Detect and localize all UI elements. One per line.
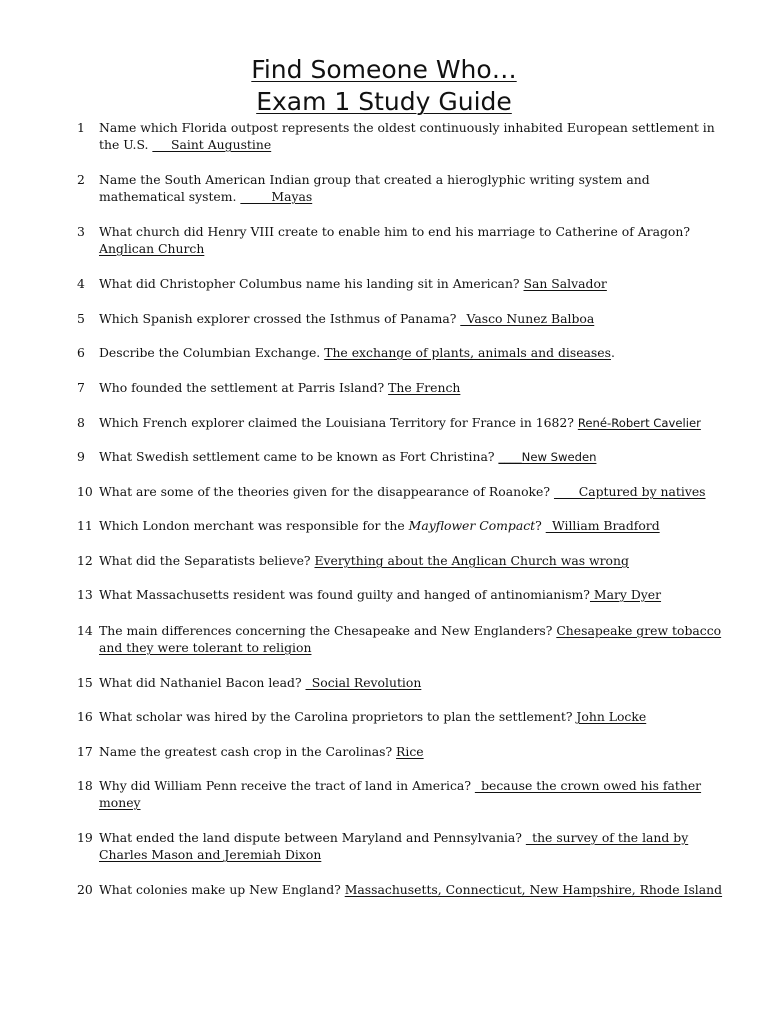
question-text-end: ? <box>535 518 546 533</box>
answer-text: Everything about the Anglican Church was wrong <box>314 553 629 568</box>
question-text: Who founded the settlement at Parris Island? <box>99 380 389 395</box>
answer-text: _____Mayas <box>240 189 313 204</box>
answer-text: Rice <box>396 744 424 759</box>
question-number: 17 <box>77 744 93 759</box>
answer-text: _William Bradford <box>545 518 660 533</box>
question-number: 12 <box>77 553 93 568</box>
question-15 <box>77 674 737 691</box>
question-number: 13 <box>77 587 93 602</box>
question-4 <box>77 275 737 292</box>
question-text: Name the greatest cash crop in the Carolinas? <box>99 744 397 759</box>
question-text: What did Nathaniel Bacon lead? <box>99 675 306 690</box>
question-number: 11 <box>77 518 93 533</box>
answer-text: ___Saint Augustine <box>152 137 272 152</box>
question-number: 7 <box>77 380 85 395</box>
question-18 <box>77 777 737 811</box>
answer-text: _Social Revolution <box>305 675 422 690</box>
question-text: Which Spanish explorer crossed the Isthmus of Panama? <box>99 311 461 326</box>
question-text: Name the South American Indian group that created a hieroglyphic writing system and mathematical system. <box>99 172 650 204</box>
question-text: The main differences concerning the Chesapeake and New Englanders? <box>99 623 557 638</box>
question-text: What church did Henry VIII create to enable him to end his marriage to Catherine of Aragon? <box>99 224 690 239</box>
question-number: 15 <box>77 675 93 690</box>
question-number: 19 <box>77 830 93 845</box>
question-text: What Swedish settlement came to be known as Fort Christina? <box>99 449 499 464</box>
answer-text: _Vasco Nunez Balboa <box>460 311 595 326</box>
question-text: Name which Florida outpost represents the oldest continuously inhabited European settlement in the U.S. <box>99 120 715 152</box>
answer-tail: . <box>610 345 615 360</box>
answer-text: Anglican Church <box>99 241 205 256</box>
question-number: 8 <box>77 415 85 430</box>
question-3 <box>77 223 737 257</box>
question-number: 1 <box>77 120 85 135</box>
answer-text: John Locke <box>576 709 647 724</box>
question-2 <box>77 171 737 205</box>
question-number: 2 <box>77 172 85 187</box>
question-12 <box>77 552 737 569</box>
question-number: 5 <box>77 311 85 326</box>
question-number: 10 <box>77 484 93 499</box>
answer-text: ____Captured by natives <box>553 484 706 499</box>
question-number: 9 <box>77 449 85 464</box>
question-text: Which London merchant was responsible for the <box>99 518 409 533</box>
question-17 <box>77 743 737 760</box>
question-number: 3 <box>77 224 85 239</box>
question-text: What are some of the theories given for the disappearance of Roanoke? <box>99 484 554 499</box>
question-number: 14 <box>77 623 93 638</box>
question-number: 4 <box>77 276 85 291</box>
question-text: What Massachusetts resident was found guilty and hanged of antinomianism? <box>99 587 590 602</box>
answer-text: Massachusetts, Connecticut, New Hampshire, Rhode Island <box>344 882 723 897</box>
question-number: 16 <box>77 709 93 724</box>
question-9 <box>77 448 737 466</box>
question-text: What ended the land dispute between Maryland and Pennsylvania? <box>99 830 526 845</box>
question-20 <box>77 881 737 898</box>
answer-text: The exchange of plants, animals and diseases <box>324 345 611 360</box>
question-number: 6 <box>77 345 85 360</box>
question-6 <box>77 344 737 361</box>
question-text-italic: Mayflower Compact <box>408 518 536 533</box>
page-title: Find Someone Who… <box>251 55 517 84</box>
question-1 <box>77 119 737 153</box>
question-text: Which French explorer claimed the Louisiana Territory for France in 1682? <box>99 415 578 430</box>
question-14 <box>77 622 737 656</box>
question-text: What did the Separatists believe? <box>99 553 315 568</box>
answer-text: Mary Dyer <box>589 587 662 602</box>
question-10 <box>77 483 737 500</box>
answer-text: The French <box>388 380 461 395</box>
question-text: What colonies make up New England? <box>99 882 345 897</box>
question-7 <box>77 379 737 396</box>
question-number: 18 <box>77 778 93 793</box>
question-5 <box>77 310 737 327</box>
question-text: What scholar was hired by the Carolina proprietors to plan the settlement? <box>99 709 577 724</box>
question-text: Why did William Penn receive the tract of land in America? <box>99 778 475 793</box>
answer-text: San Salvador <box>523 276 607 291</box>
question-text: Describe the Columbian Exchange. <box>99 345 325 360</box>
answer-text: ____New Sweden <box>498 450 597 464</box>
question-8 <box>77 414 737 432</box>
answer-text: _the survey of the land by Charles Mason and Jeremiah Dixon <box>99 830 689 862</box>
question-13 <box>77 586 737 603</box>
answer-text: Chesapeake grew tobacco and they were tolerant to religion <box>99 623 722 655</box>
page-subtitle: Exam 1 Study Guide <box>256 87 512 116</box>
question-16 <box>77 708 737 725</box>
answer-text: René-Robert Cavelier <box>577 416 701 430</box>
answer-text: _because the crown owed his father money <box>99 778 702 810</box>
question-11 <box>77 517 737 534</box>
question-number: 20 <box>77 882 93 897</box>
question-text: What did Christopher Columbus name his landing sit in American? <box>99 276 524 291</box>
question-19 <box>77 829 737 863</box>
